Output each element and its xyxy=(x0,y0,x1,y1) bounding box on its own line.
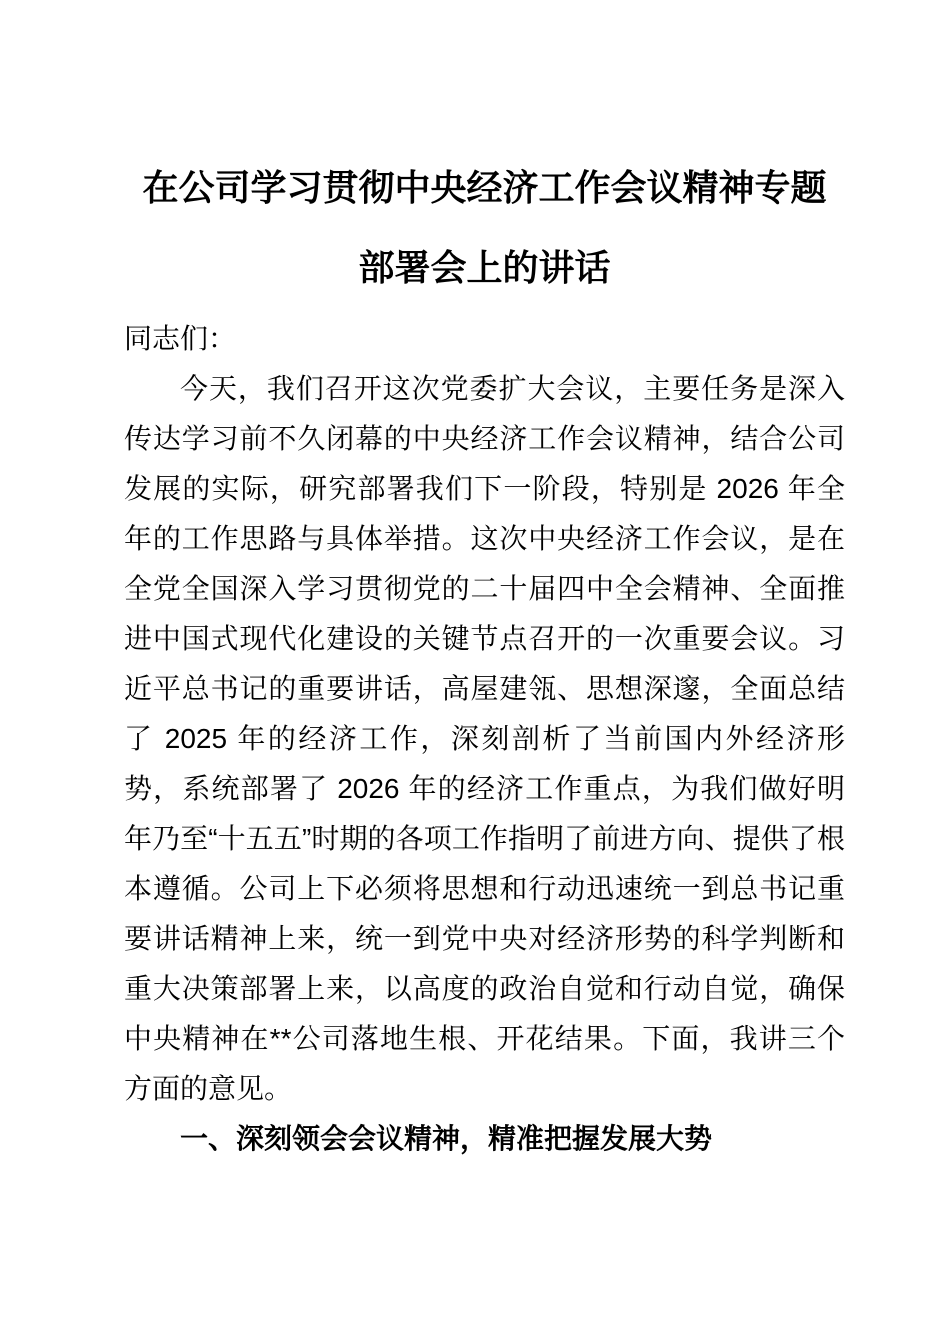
document-body xyxy=(124,314,845,1164)
title-line-2: 部署会上的讲话 xyxy=(358,247,611,288)
section-heading: 一、深刻领会会议精神，精准把握发展大势 xyxy=(180,1123,713,1154)
title-line-1: 在公司学习贯彻中央经济工作会议精神专题 xyxy=(142,167,827,208)
body-paragraph: 今天，我们召开这次党委扩大会议，主要任务是深入传达学习前不久闭幕的中央经济工作会议精神，结合公司发展的实际，研究部署我们下一阶段，特别是 2026 年全年的工作思路与具体举措。这次中央经济工作会议，是在全党全国深入学习贯彻党的二十届四中全会精神、全面推进中国式现代化建设的关键节点召开的一次重要会议。习近平总书记的重要讲话，高屋建瓴、思想深邃，全面总结了 2025 年的经济工作，深刻剖析了当前国内外经济形势，系统部署了 2026 年的经济工作重点，为我们做好明年乃至“十五五”时期的各项工作指明了前进方向、提供了根本遵循。公司上下必须将思想和行动迅速统一到总书记重要讲话精神上来，统一到党中央对经济形势的科学判断和重大决策部署上来，以高度的政治自觉和行动自觉，确保中央精神在**公司落地生根、开花结果。下面，我讲三个方面的意见。 xyxy=(124,373,845,1104)
document-title xyxy=(124,148,845,308)
salutation: 同志们： xyxy=(124,323,237,354)
